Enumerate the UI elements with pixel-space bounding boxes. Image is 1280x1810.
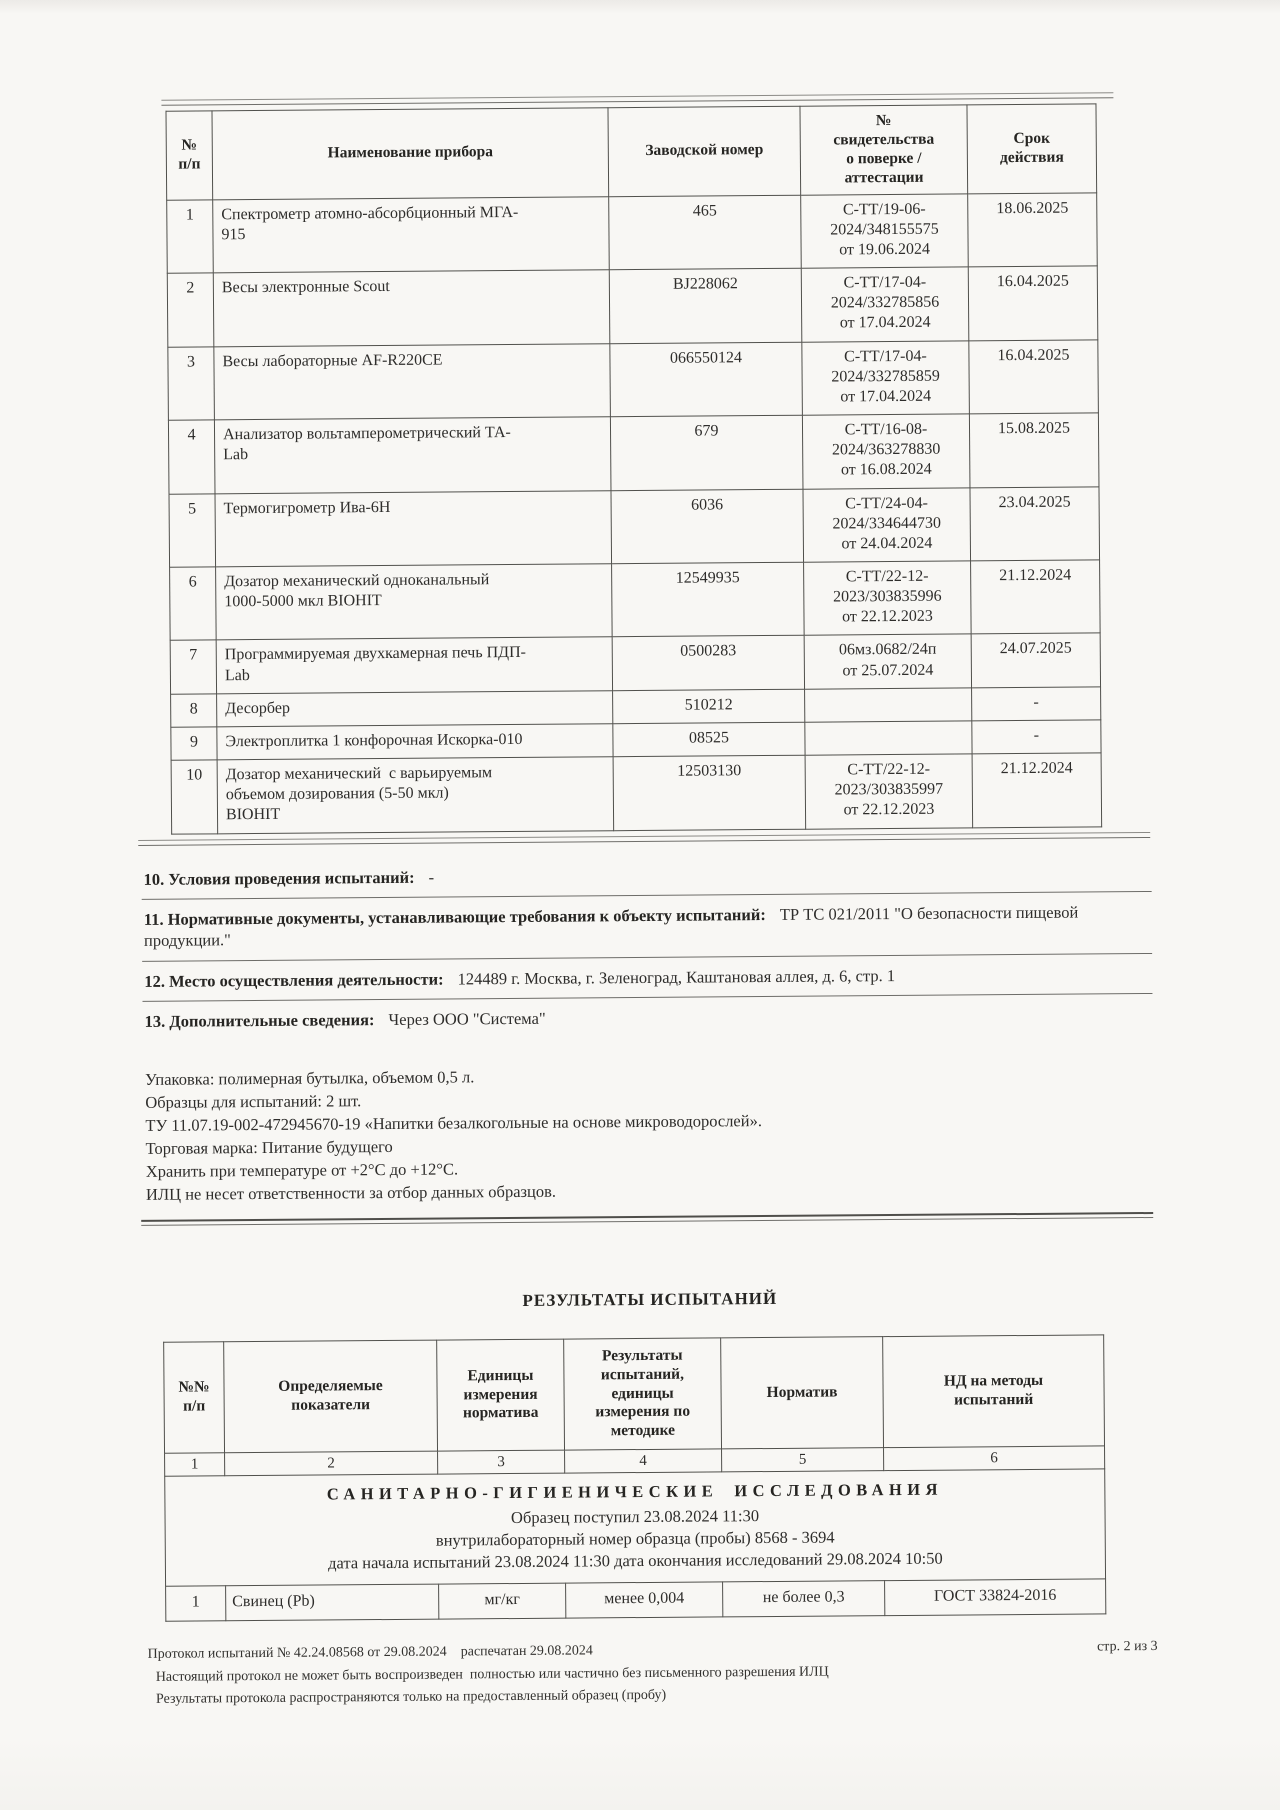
instrument-num: 4 xyxy=(168,420,215,494)
result-unit: мг/кг xyxy=(439,1583,566,1619)
instrument-name: Весы лабораторные AF-R220CE xyxy=(214,343,611,420)
instrument-validity: 16.04.2025 xyxy=(968,266,1098,340)
section-normative-docs xyxy=(142,892,1152,962)
instrument-serial: 0500283 xyxy=(612,636,804,691)
instrument-name: Анализатор вольтамперометрический ТА- Lab xyxy=(214,417,611,494)
results-header-result: Результаты испытаний, единицы измерения по методике xyxy=(564,1338,722,1451)
column-number: 4 xyxy=(565,1449,722,1473)
section-label: 12. Место осуществления деятельности: xyxy=(144,969,444,991)
instrument-num: 10 xyxy=(171,760,218,834)
section-divider-rule xyxy=(141,1212,1153,1226)
instrument-serial: BJ228062 xyxy=(609,268,802,343)
instrument-num: 3 xyxy=(168,346,215,420)
table-bottom-rule xyxy=(138,832,1150,846)
instrument-name: Электроплитка 1 конфорочная Искорка-010 xyxy=(217,724,613,760)
instrument-serial: 08525 xyxy=(613,722,805,757)
results-header-indicator: Определяемые показатели xyxy=(224,1340,438,1453)
sample-storage-line: Хранить при температуре от +2°С до +12°С. xyxy=(145,1159,459,1181)
sample-packaging-line: Упаковка: полимерная бутылка, объемом 0,5 л. xyxy=(145,1067,475,1089)
instrument-row xyxy=(170,560,1101,641)
instrument-row xyxy=(169,486,1100,567)
instruments-table xyxy=(165,103,1102,834)
lab-sample-number-line: внутрилабораторный номер образца (пробы) 8568 - 3694 xyxy=(435,1527,835,1550)
instrument-row xyxy=(167,193,1098,274)
sample-trademark-line: Торговая марка: Питание будущего xyxy=(145,1136,393,1158)
header-num: № п/п xyxy=(166,111,213,200)
section-label: 13. Дополнительные сведения: xyxy=(144,1010,375,1032)
footer-page-number: стр. 2 из 3 xyxy=(1096,1639,1158,1655)
instrument-name: Дозатор механический с варьируемым объемом дозирования (5-50 мкл) BIOHIT xyxy=(217,757,614,834)
result-value: менее 0,004 xyxy=(566,1582,723,1618)
instrument-certificate: С-ТТ/19-06- 2024/348155575 от 19.06.2024 xyxy=(801,194,969,269)
instrument-validity: 23.04.2025 xyxy=(970,486,1100,560)
results-header-unit: Единицы измерения норматива xyxy=(437,1339,565,1452)
section-value: 124489 г. Москва, г. Зеленоград, Каштановая аллея, д. 6, стр. 1 xyxy=(457,965,896,989)
instrument-serial: 12503130 xyxy=(613,755,806,830)
instrument-validity: 21.12.2024 xyxy=(972,753,1102,827)
section-additional-info xyxy=(142,994,1152,1041)
section-label: 10. Условия проведения испытаний: xyxy=(143,867,415,889)
column-number: 5 xyxy=(722,1448,884,1472)
sample-info-block xyxy=(143,1060,1154,1206)
header-validity: Срок действия xyxy=(967,104,1097,194)
header-serial: Заводской номер xyxy=(608,106,801,196)
header-certificate: № свидетельства о поверке / аттестации xyxy=(800,105,968,195)
footer-note-1: Настоящий протокол не может быть воспроизведен полностью или частично без письменного разрешения ИЛЦ xyxy=(155,1664,829,1685)
instrument-row xyxy=(167,266,1098,347)
instrument-certificate: С-ТТ/22-12- 2023/303835997 от 22.12.2023 xyxy=(805,754,973,829)
section-value: ТР ТС 021/2011 "О безопасности пищевой продукции." xyxy=(143,902,1079,951)
result-row xyxy=(166,1579,1106,1621)
instrument-serial: 510212 xyxy=(613,689,805,724)
instrument-certificate: С-ТТ/16-08- 2024/363278830 от 16.08.2024 xyxy=(802,414,970,489)
footer-protocol-line: Протокол испытаний № 42.24.08568 от 29.08.2024 распечатан 29.08.2024 xyxy=(147,1643,593,1663)
instrument-name: Программируемая двухкамерная печь ПДП- Lab xyxy=(216,637,612,693)
header-name: Наименование прибора xyxy=(212,108,609,200)
result-indicator: Свинец (Pb) xyxy=(226,1584,439,1621)
instrument-validity: 24.07.2025 xyxy=(971,633,1100,687)
instrument-serial: 12549935 xyxy=(612,562,805,637)
instrument-row xyxy=(168,339,1099,420)
instrument-validity: - xyxy=(972,720,1101,754)
result-num: 1 xyxy=(166,1586,226,1621)
instruments-header-row xyxy=(166,104,1097,200)
column-number: 2 xyxy=(225,1451,438,1476)
test-dates-line: дата начала испытаний 23.08.2024 11:30 дата окончания исследований 29.08.2024 10:50 xyxy=(328,1548,943,1573)
instrument-name: Десорбер xyxy=(217,690,613,726)
instrument-certificate xyxy=(805,721,972,755)
sanitary-section-cell xyxy=(165,1469,1106,1586)
instrument-serial: 465 xyxy=(609,195,802,270)
instrument-row xyxy=(171,753,1102,834)
instrument-row xyxy=(170,633,1100,694)
column-number: 6 xyxy=(884,1446,1105,1471)
instrument-validity: 18.06.2025 xyxy=(968,193,1098,267)
instrument-certificate: С-ТТ/24-04- 2024/334644730 от 24.04.2024 xyxy=(803,487,971,562)
instrument-certificate: 06мз.0682/24п от 25.07.2024 xyxy=(804,634,971,689)
instrument-row xyxy=(168,413,1099,494)
sample-count-line: Образцы для испытаний: 2 шт. xyxy=(145,1090,362,1112)
results-header-method: НД на методы испытаний xyxy=(883,1335,1105,1448)
results-header-row xyxy=(164,1335,1105,1454)
footer-notes xyxy=(148,1659,1158,1712)
column-number: 3 xyxy=(438,1450,565,1474)
sanitary-section-row xyxy=(165,1469,1106,1586)
sanitary-section-title: САНИТАРНО-ГИГИЕНИЧЕСКИЕ ИССЛЕДОВАНИЯ xyxy=(326,1479,943,1504)
results-header-num: №№ п/п xyxy=(164,1342,225,1454)
footer-note-2: Результаты протокола распространяются только на предоставленный образец (пробу) xyxy=(155,1687,667,1707)
column-number: 1 xyxy=(165,1453,225,1476)
instrument-name: Весы электронные Scout xyxy=(213,270,610,347)
instrument-serial: 679 xyxy=(610,415,803,490)
instrument-name: Спектрометр атомно-абсорбционный МГА- 915 xyxy=(213,196,610,273)
results-header-norm: Норматив xyxy=(721,1336,884,1449)
instrument-num: 7 xyxy=(170,640,216,694)
instrument-name: Термогигрометр Ива-6Н xyxy=(215,490,612,567)
results-title: РЕЗУЛЬТАТЫ ИСПЫТАНИЙ xyxy=(522,1288,778,1310)
instrument-validity: - xyxy=(972,687,1101,721)
instrument-num: 1 xyxy=(167,199,214,273)
instrument-num: 2 xyxy=(167,273,214,347)
results-table xyxy=(163,1334,1106,1622)
page-footer xyxy=(148,1636,1158,1711)
instrument-certificate: С-ТТ/17-04- 2024/332785856 от 17.04.2024 xyxy=(801,267,969,342)
numbered-sections xyxy=(141,852,1152,1042)
instrument-num: 9 xyxy=(171,727,217,761)
instrument-certificate xyxy=(805,688,972,722)
instrument-num: 6 xyxy=(170,567,217,641)
instrument-serial: 066550124 xyxy=(610,342,803,417)
section-value: Через ООО "Система" xyxy=(388,1009,546,1030)
section-label: 11. Нормативные документы, устанавливающие требования к объекту испытаний: xyxy=(143,904,766,929)
sample-disclaimer-line: ИЛЦ не несет ответственности за отбор данных образцов. xyxy=(145,1181,557,1204)
instrument-num: 5 xyxy=(169,493,216,567)
instrument-serial: 6036 xyxy=(611,489,804,564)
result-norm: не более 0,3 xyxy=(723,1581,885,1617)
instrument-num: 8 xyxy=(171,694,217,728)
sample-received-line: Образец поступил 23.08.2024 11:30 xyxy=(510,1506,760,1528)
instrument-validity: 16.04.2025 xyxy=(969,339,1099,413)
result-method: ГОСТ 33824-2016 xyxy=(885,1579,1106,1616)
instrument-validity: 21.12.2024 xyxy=(971,560,1101,634)
sample-tu-line: ТУ 11.07.19-002-472945670-19 «Напитки безалкогольные на основе микроводорослей». xyxy=(145,1110,762,1135)
instrument-validity: 15.08.2025 xyxy=(969,413,1099,487)
instrument-certificate: С-ТТ/22-12- 2023/303835996 от 22.12.2023 xyxy=(804,561,972,636)
instrument-certificate: С-ТТ/17-04- 2024/332785859 от 17.04.2024 xyxy=(802,340,970,415)
section-value: - xyxy=(428,867,435,887)
instrument-name: Дозатор механический одноканальный 1000-5000 мкл BIOHIT xyxy=(216,564,613,641)
